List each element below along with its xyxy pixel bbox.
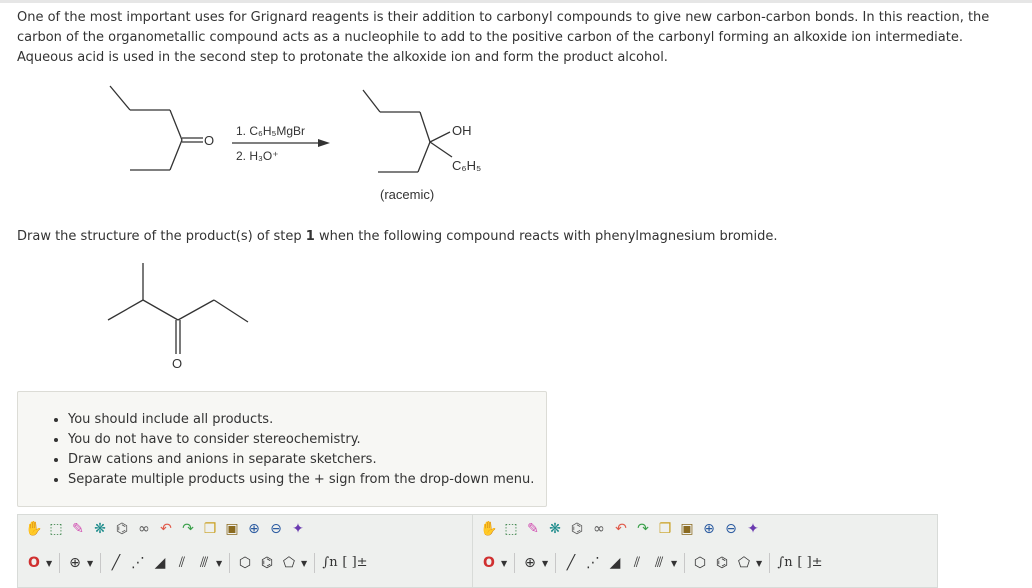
eraser-icon[interactable]: ✎ (72, 521, 84, 537)
sketcher-1-toolbar-bottom (24, 553, 368, 573)
chevron-down-icon[interactable]: ▼ (301, 558, 308, 568)
toolbar-divider (314, 553, 315, 573)
hashed-bond-icon[interactable]: ⋰ (586, 555, 600, 571)
zoom-out-icon[interactable]: ⊖ (725, 521, 737, 537)
sketcher-1-toolbar-top (24, 519, 308, 539)
toolbar-divider (769, 553, 770, 573)
reagent-step2: 2. H₃O⁺ (236, 149, 279, 163)
hint-item: • Draw cations and anions in separate sketchers. (68, 450, 534, 470)
toolbar-divider (555, 553, 556, 573)
hexagon-ring-icon[interactable]: ⬡ (238, 555, 252, 571)
wedge-bond-icon[interactable]: ◢ (154, 555, 166, 571)
racemic-label: (racemic) (380, 187, 435, 202)
toolbar-divider (229, 553, 230, 573)
hint-item: • You do not have to consider stereochemistry. (68, 430, 534, 450)
ring-template-icon[interactable]: ❋ (549, 521, 561, 537)
copy-icon[interactable]: ❐ (658, 521, 672, 537)
redo-icon[interactable]: ↷ (182, 521, 194, 537)
double-bond-icon[interactable]: ⫽ (178, 555, 186, 571)
ring-template-icon[interactable]: ❋ (94, 521, 106, 537)
hand-icon[interactable]: ✋ (480, 521, 498, 537)
copy-icon[interactable]: ❐ (203, 521, 217, 537)
instructions-box (17, 391, 547, 507)
undo-icon[interactable]: ↶ (160, 521, 172, 537)
chevron-down-icon[interactable]: ▼ (542, 558, 549, 568)
redo-icon[interactable]: ↷ (637, 521, 649, 537)
sgroup-button[interactable]: ∫n (777, 555, 793, 570)
chevron-down-icon[interactable]: ▼ (87, 558, 94, 568)
chevron-down-icon[interactable]: ▼ (501, 558, 508, 568)
prompt-text-after: when the following compound reacts with phenylmagnesium bromide. (314, 229, 778, 244)
lasso-icon[interactable]: ⬚ (49, 521, 63, 537)
eraser-icon[interactable]: ✎ (527, 521, 539, 537)
wedge-bond-icon[interactable]: ◢ (609, 555, 621, 571)
chevron-down-icon[interactable]: ▼ (671, 558, 678, 568)
sketcher-2-toolbar-top (479, 519, 763, 539)
sketcher-1[interactable] (17, 514, 547, 588)
triple-bond-icon[interactable]: ⫻ (199, 555, 209, 571)
sketcher-2[interactable] (472, 514, 938, 588)
color-icon[interactable]: ✦ (747, 521, 759, 537)
toolbar-divider (59, 553, 60, 573)
sgroup-button[interactable]: ∫n (322, 555, 338, 570)
product-substituent-label: C₆H₅ (452, 158, 482, 173)
bond-template-icon[interactable]: ⌬ (115, 521, 129, 537)
toolbar-divider (514, 553, 515, 573)
target-oxygen-label: O (172, 356, 183, 371)
bracket-button[interactable]: [ ]± (797, 555, 823, 570)
chain-template-icon[interactable]: ∞ (138, 521, 150, 537)
product-structure (363, 90, 452, 172)
paste-icon[interactable]: ▣ (680, 521, 694, 537)
color-icon[interactable]: ✦ (292, 521, 304, 537)
hint-item: • You should include all products. (68, 410, 534, 430)
hint-item: • Separate multiple products using the + sign from the drop-down menu. (68, 470, 534, 490)
pentagon-ring-icon[interactable]: ⬠ (282, 555, 296, 571)
benzene-ring-icon[interactable]: ⌬ (715, 555, 729, 571)
toolbar-divider (100, 553, 101, 573)
zoom-in-icon[interactable]: ⊕ (248, 521, 260, 537)
chevron-down-icon[interactable]: ▼ (756, 558, 763, 568)
prompt-step-number: 1 (305, 229, 315, 244)
undo-icon[interactable]: ↶ (615, 521, 627, 537)
target-compound-structure (108, 263, 248, 354)
bracket-button[interactable]: [ ]± (342, 555, 368, 570)
toolbar-divider (684, 553, 685, 573)
benzene-ring-icon[interactable]: ⌬ (260, 555, 274, 571)
prompt-text-before: Draw the structure of the product(s) of step (17, 229, 306, 244)
double-bond-icon[interactable]: ⫽ (633, 555, 641, 571)
pentagon-ring-icon[interactable]: ⬠ (737, 555, 751, 571)
question-prompt (17, 227, 777, 247)
triple-bond-icon[interactable]: ⫻ (654, 555, 664, 571)
product-oh-label: OH (452, 123, 472, 138)
hexagon-ring-icon[interactable]: ⬡ (693, 555, 707, 571)
reagent-step1: 1. C₆H₅MgBr (236, 124, 306, 138)
element-button[interactable]: O (483, 555, 495, 571)
lasso-icon[interactable]: ⬚ (504, 521, 518, 537)
single-bond-icon[interactable]: ╱ (111, 555, 121, 571)
chevron-down-icon[interactable]: ▼ (216, 558, 223, 568)
hashed-bond-icon[interactable]: ⋰ (131, 555, 145, 571)
charge-button[interactable]: ⊕ (524, 555, 536, 571)
reactant-structure (110, 86, 203, 170)
intro-paragraph: One of the most important uses for Grignard reagents is their addition to carbonyl compounds to give new carbon-carbon bonds. In this reaction, the carbon of the organometallic compound acts as a nucleophile to add to the positive carbon of the carbonyl forming an alkoxide ion intermediate. Aqueous acid is used in the second step to protonate the alkoxide ion and form the product alcohol. (17, 10, 990, 65)
element-button[interactable]: O (28, 555, 40, 571)
chevron-down-icon[interactable]: ▼ (46, 558, 53, 568)
single-bond-icon[interactable]: ╱ (566, 555, 576, 571)
sketcher-2-toolbar-bottom (479, 553, 823, 573)
chain-template-icon[interactable]: ∞ (593, 521, 605, 537)
reaction-arrowhead (318, 139, 330, 147)
paste-icon[interactable]: ▣ (225, 521, 239, 537)
charge-button[interactable]: ⊕ (69, 555, 81, 571)
zoom-out-icon[interactable]: ⊖ (270, 521, 282, 537)
reactant-oxygen-label: O (204, 133, 215, 148)
zoom-in-icon[interactable]: ⊕ (703, 521, 715, 537)
bond-template-icon[interactable]: ⌬ (570, 521, 584, 537)
hand-icon[interactable]: ✋ (25, 521, 43, 537)
